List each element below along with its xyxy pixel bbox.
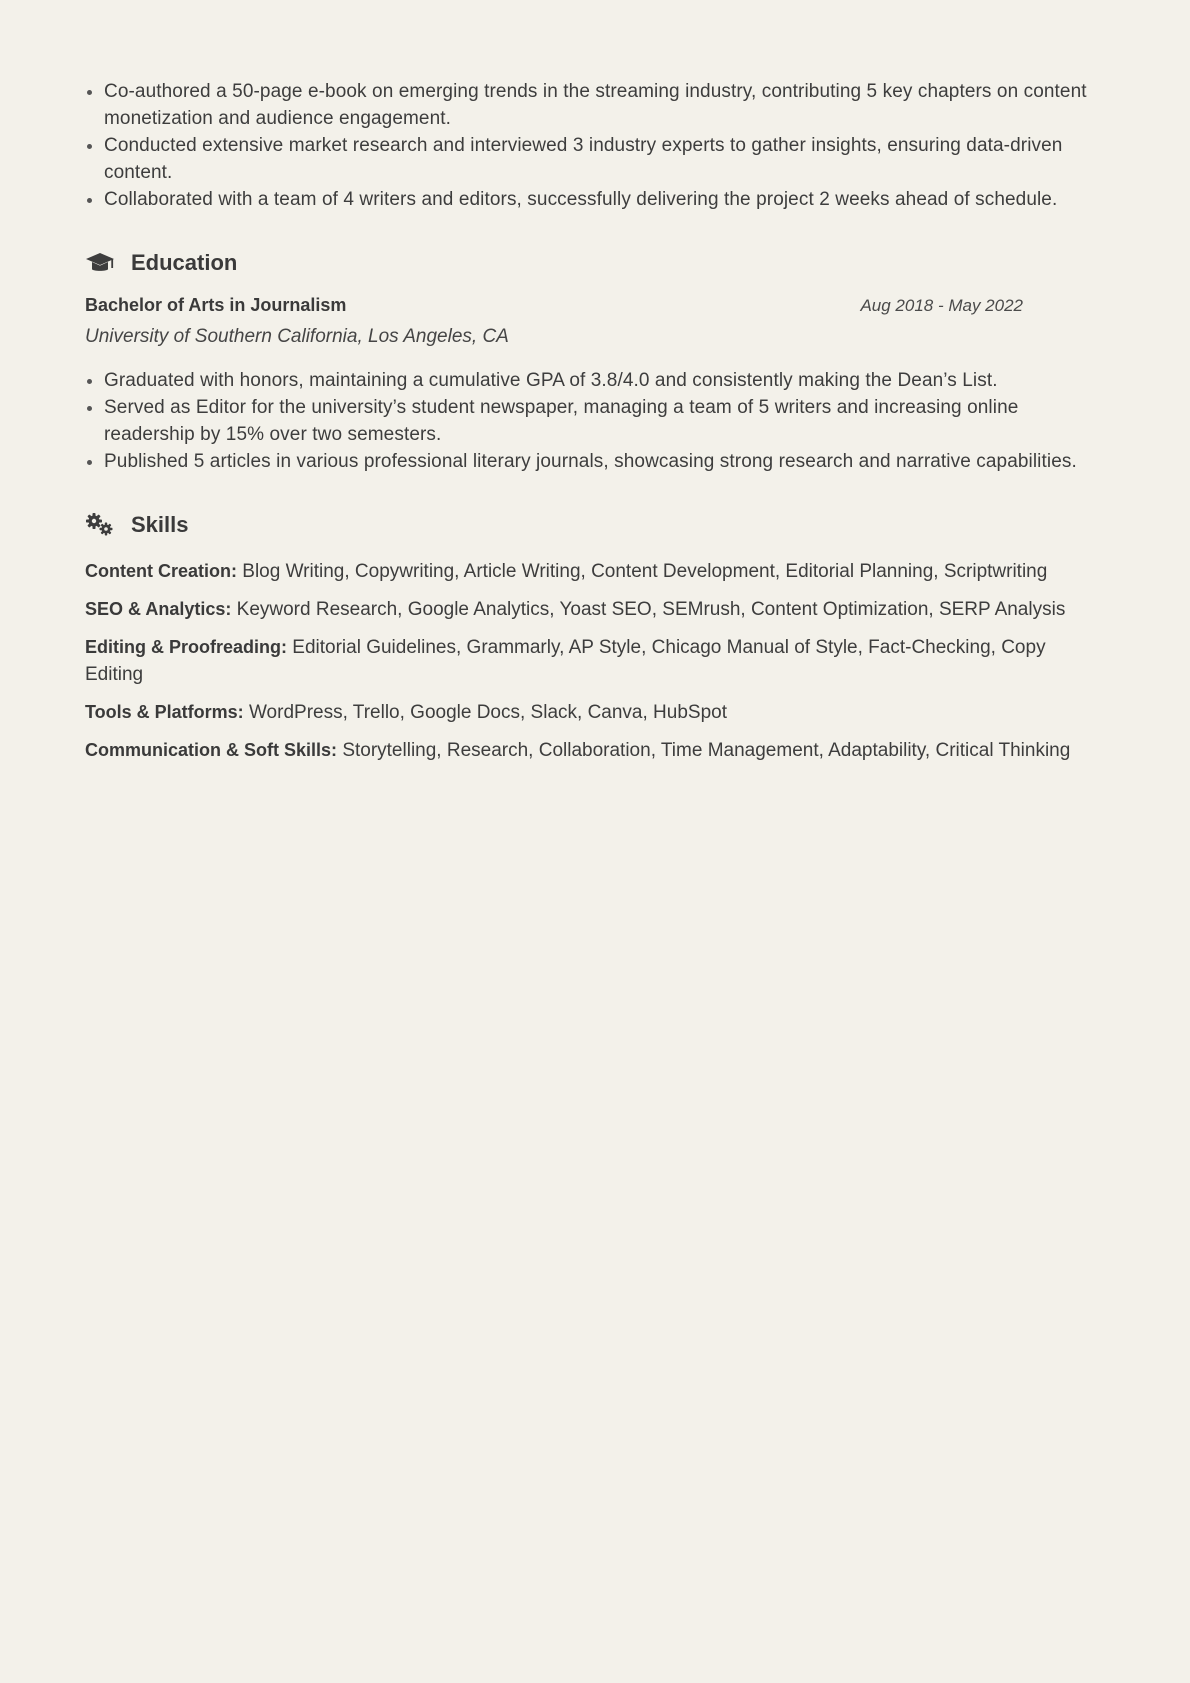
skill-category: Communication & Soft Skills:	[85, 740, 338, 760]
skill-row	[85, 596, 1105, 623]
skills-heading: Skills	[131, 512, 189, 537]
skill-values: Storytelling, Research, Collaboration, Time Management, Adaptability, Critical Thinking	[342, 740, 1071, 761]
education-heading: Education	[131, 250, 238, 275]
education-bullet: Graduated with honors, maintaining a cumulative GPA of 3.8/4.0 and consistently making the Dean’s List.	[85, 367, 1105, 394]
skill-values: Blog Writing, Copywriting, Article Writing, Content Development, Editorial Planning, Scriptwriting	[242, 561, 1048, 582]
experience-bullet: Co-authored a 50-page e-book on emerging trends in the streaming industry, contributing 5 key chapters on content monetization and audience engagement.	[85, 78, 1105, 132]
experience-bullet: Collaborated with a team of 4 writers and editors, successfully delivering the project 2 weeks ahead of schedule.	[85, 186, 1105, 213]
skill-category: Content Creation:	[85, 561, 237, 581]
skill-values: WordPress, Trello, Google Docs, Slack, Canva, HubSpot	[248, 702, 727, 723]
skill-row	[85, 558, 1105, 585]
education-bullet: Published 5 articles in various professional literary journals, showcasing strong research and narrative capabilities.	[85, 448, 1105, 475]
skill-category: Editing & Proofreading:	[85, 637, 287, 657]
experience-bullet: Conducted extensive market research and interviewed 3 industry experts to gather insights, ensuring data-driven content.	[85, 132, 1105, 186]
experience-bullet-list	[85, 78, 1105, 213]
education-entry-header	[85, 295, 1023, 316]
education-bullet: Served as Editor for the university’s student newspaper, managing a team of 5 writers and increasing online readership by 15% over two semesters.	[85, 394, 1105, 448]
skill-row	[85, 737, 1105, 764]
school-name: University of Southern California, Los Angeles, CA	[85, 326, 509, 347]
education-section-heading	[85, 247, 1105, 279]
graduation-cap-icon	[85, 247, 117, 279]
skill-row	[85, 634, 1105, 688]
skill-category: SEO & Analytics:	[85, 599, 232, 619]
skill-values: Editorial Guidelines, Grammarly, AP Style, Chicago Manual of Style, Fact-Checking, Copy Editing	[85, 637, 1046, 685]
skill-category: Tools & Platforms:	[85, 702, 244, 722]
skill-values: Keyword Research, Google Analytics, Yoast SEO, SEMrush, Content Optimization, SERP Analysis	[236, 599, 1066, 620]
degree-title: Bachelor of Arts in Journalism	[85, 295, 347, 315]
education-dates: Aug 2018 - May 2022	[860, 296, 1023, 315]
skills-list	[85, 558, 1105, 764]
skills-section-heading	[85, 509, 1105, 541]
education-bullet-list	[85, 367, 1105, 475]
skill-row	[85, 699, 1105, 726]
gears-icon	[85, 509, 117, 541]
resume-page	[85, 78, 1105, 764]
